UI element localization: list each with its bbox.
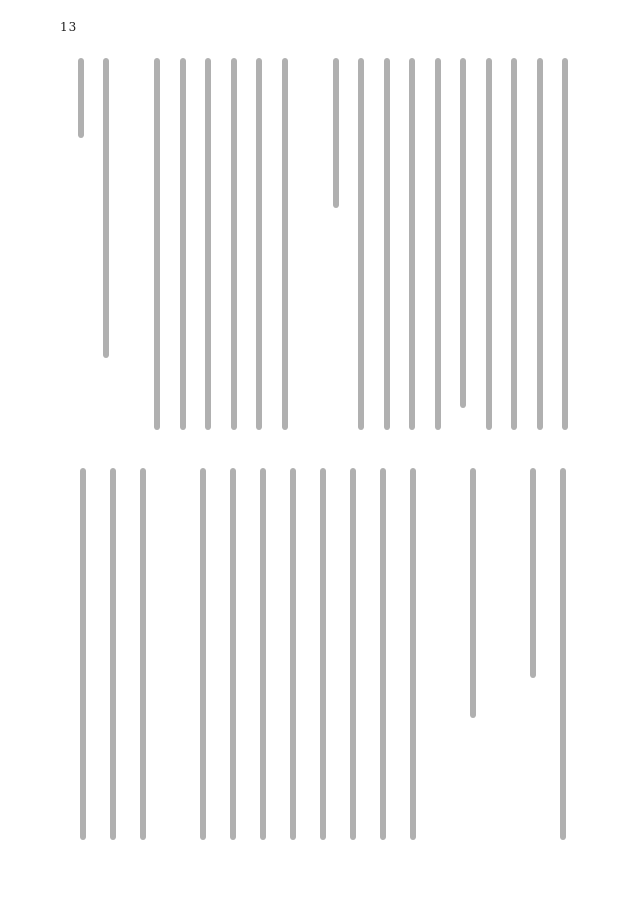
text-line	[222, 468, 244, 848]
text-line	[455, 58, 473, 448]
text-line	[252, 468, 274, 848]
text-line	[72, 468, 94, 848]
text-line	[552, 468, 574, 848]
text-line	[492, 468, 514, 848]
lower-text-block	[64, 468, 574, 848]
text-line	[353, 58, 371, 448]
vertical-text-body	[64, 58, 574, 848]
text-line	[327, 58, 345, 448]
text-line	[522, 468, 544, 848]
text-line	[225, 58, 243, 448]
text-line	[132, 468, 154, 848]
text-line	[149, 58, 167, 448]
text-line	[302, 58, 320, 448]
text-line	[506, 58, 524, 448]
text-line	[404, 58, 422, 448]
page-number: 13	[60, 20, 78, 34]
upper-text-block	[64, 58, 574, 448]
text-line	[251, 58, 269, 448]
text-line	[462, 468, 484, 848]
text-line	[123, 58, 141, 448]
text-line	[429, 58, 447, 448]
running-header	[60, 20, 93, 34]
text-line	[98, 58, 116, 448]
text-line	[531, 58, 549, 448]
text-line	[402, 468, 424, 848]
text-line	[378, 58, 396, 448]
text-line	[200, 58, 218, 448]
text-line	[480, 58, 498, 448]
text-line	[162, 468, 184, 848]
text-line	[102, 468, 124, 848]
text-line	[282, 468, 304, 848]
text-line	[276, 58, 294, 448]
text-line	[557, 58, 575, 448]
text-line	[432, 468, 454, 848]
text-line	[174, 58, 192, 448]
text-line	[72, 58, 90, 448]
text-line	[312, 468, 334, 848]
text-line	[192, 468, 214, 848]
text-line	[342, 468, 364, 848]
text-line	[372, 468, 394, 848]
